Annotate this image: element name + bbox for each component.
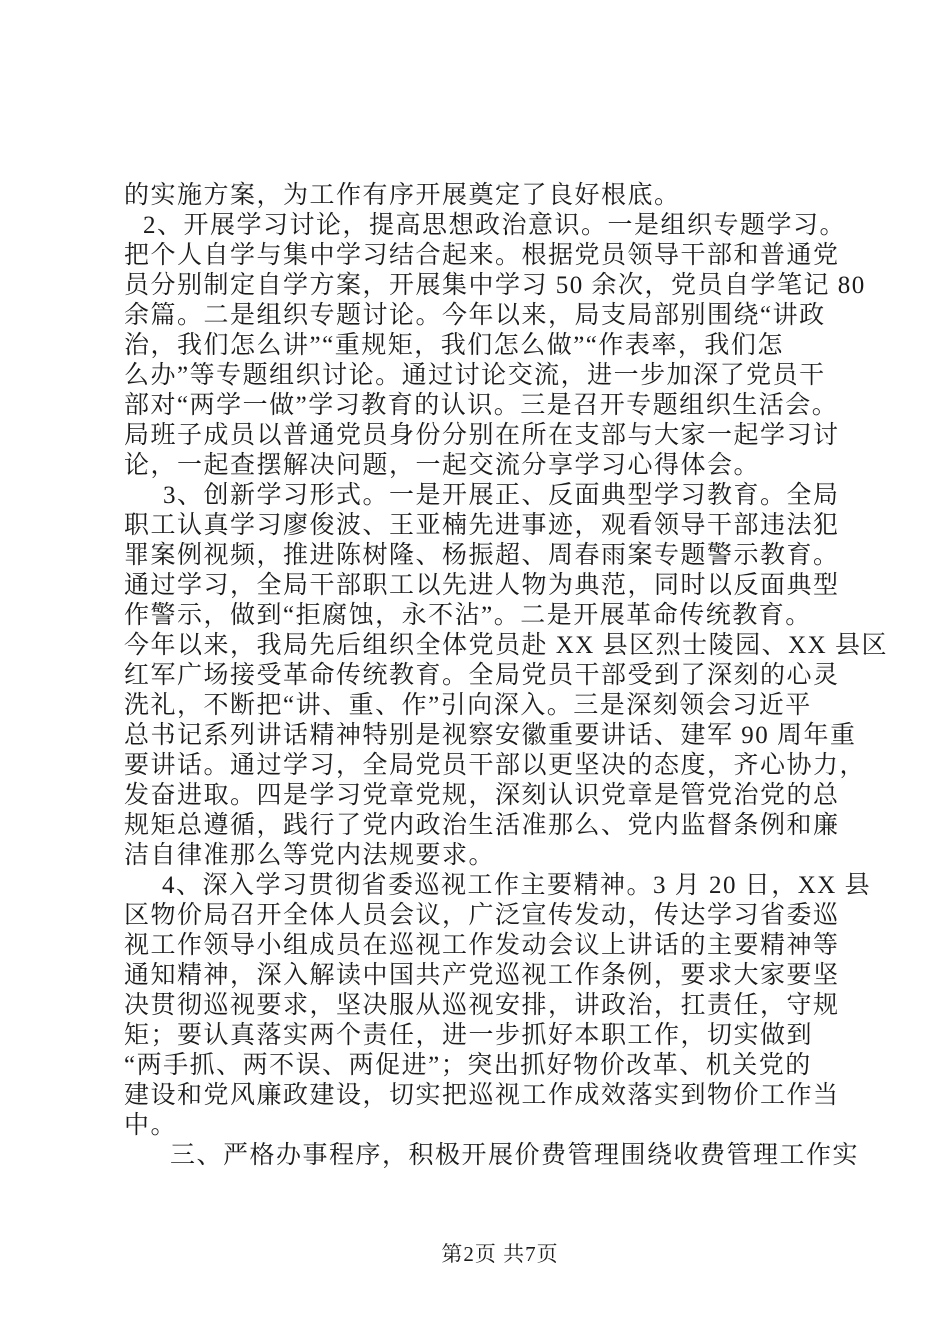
text-line: 余篇。二是组织专题讨论。今年以来，局支局部别围绕“讲政 xyxy=(124,302,826,329)
text-line: 规矩总遵循，践行了党内政治生活准那么、党内监督条例和廉 xyxy=(124,812,840,839)
text-line: 3、创新学习形式。一是开展正、反面典型学习教育。全局 xyxy=(163,482,840,509)
page-number-label: 第2页 共7页 xyxy=(441,1242,559,1266)
text-line: 要讲话。通过学习，全局党员干部以更坚决的态度，齐心协力， xyxy=(124,752,867,779)
text-line: 矩；要认真落实两个责任，进一步抓好本职工作，切实做到 xyxy=(124,1022,814,1049)
text-line: 把个人自学与集中学习结合起来。根据党员领导干部和普通党 xyxy=(124,242,840,269)
text-line: 发奋进取。四是学习党章党规，深刻认识党章是管党治党的总 xyxy=(124,782,840,809)
text-line: 局班子成员以普通党员身份分别在所在支部与大家一起学习讨 xyxy=(124,422,840,449)
text-line: 么办”等专题组织讨论。通过讨论交流，进一步加深了党员干 xyxy=(124,362,826,389)
text-line: 红军广场接受革命传统教育。全局党员干部受到了深刻的心灵 xyxy=(124,662,840,689)
text-line: 通知精神，深入解读中国共产党巡视工作条例，要求大家要坚 xyxy=(124,962,840,989)
text-line: 作警示，做到“拒腐蚀，永不沾”。二是开展革命传统教育。 xyxy=(124,602,812,629)
document-body xyxy=(124,181,914,1171)
text-line: 4、深入学习贯彻省委巡视工作主要精神。3 月 20 日，XX 县 xyxy=(162,872,872,899)
text-line: 今年以来，我局先后组织全体党员赴 XX 县区烈士陵园、XX 县区 xyxy=(124,632,888,659)
text-line: 职工认真学习廖俊波、王亚楠先进事迹，观看领导干部违法犯 xyxy=(124,512,840,539)
text-line: 三、严格办事程序，积极开展价费管理围绕收费管理工作实 xyxy=(170,1142,860,1169)
text-line: 部对“两学一做”学习教育的认识。三是召开专题组织生活会。 xyxy=(124,392,839,419)
text-line: 2、开展学习讨论，提高思想政治意识。一是组织专题学习。 xyxy=(143,212,847,239)
text-line: 治，我们怎么讲”“重规矩，我们怎么做”“作表率，我们怎 xyxy=(124,332,784,359)
text-line: 通过学习，全局干部职工以先进人物为典范，同时以反面典型 xyxy=(124,572,840,599)
text-line: 区物价局召开全体人员会议，广泛宣传发动，传达学习省委巡 xyxy=(124,902,840,929)
text-line: 洁自律准那么等党内法规要求。 xyxy=(124,842,496,869)
text-line: 建设和党风廉政建设，切实把巡视工作成效落实到物价工作当 xyxy=(124,1082,840,1109)
text-line: 论，一起查摆解决问题，一起交流分享学习心得体会。 xyxy=(124,452,761,479)
text-line: 的实施方案，为工作有序开展奠定了良好根底。 xyxy=(124,182,681,209)
text-line: 视工作领导小组成员在巡视工作发动会议上讲话的主要精神等 xyxy=(124,932,840,959)
text-line: 洗礼，不断把“讲、重、作”引向深入。三是深刻领会习近平 xyxy=(124,692,812,719)
text-line: 员分别制定自学方案，开展集中学习 50 余次，党员自学笔记 80 xyxy=(124,272,866,299)
text-line: “两手抓、两不误、两促进”；突出抓好物价改革、机关党的 xyxy=(124,1052,812,1079)
text-line: 中。 xyxy=(124,1112,178,1139)
page-footer xyxy=(0,1238,950,1268)
text-line: 决贯彻巡视要求，坚决服从巡视安排，讲政治，扛责任，守规 xyxy=(124,992,840,1019)
text-line: 罪案例视频，推进陈树隆、杨振超、周春雨案专题警示教育。 xyxy=(124,542,840,569)
text-line: 总书记系列讲话精神特别是视察安徽重要讲话、建军 90 周年重 xyxy=(124,722,857,749)
